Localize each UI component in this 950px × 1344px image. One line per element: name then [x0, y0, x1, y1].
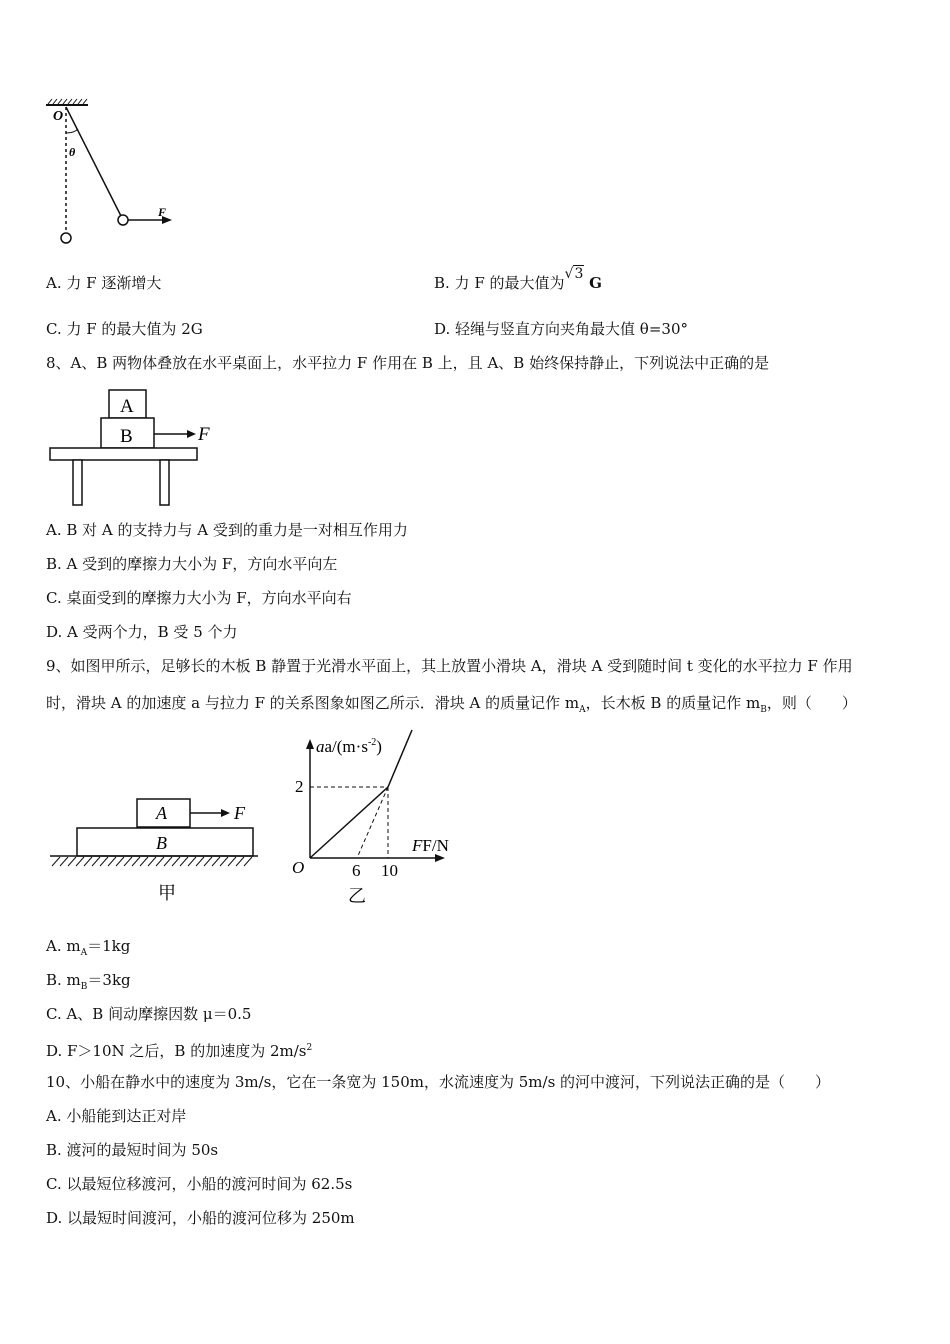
q9-option-d-sup: 2	[306, 1043, 313, 1053]
pendulum-ball	[118, 215, 128, 225]
y-axis-arrow	[306, 739, 314, 749]
force-arrow-head	[187, 430, 196, 438]
q9-option-d	[46, 1038, 312, 1061]
q9-stem-sub-a: A	[579, 705, 586, 715]
sqrt-symbol: √3	[564, 266, 584, 282]
table-blocks-figure	[46, 386, 226, 508]
q9-option-b-value: ＝3kg	[87, 971, 131, 989]
force-label: F	[198, 424, 210, 445]
y-tick-2: 2	[295, 777, 304, 796]
table-leg-right	[160, 460, 169, 505]
q9-stem-line1: 9、如图甲所示，足够长的木板 B 静置于光滑水平面上，其上放置小滑块 A，滑块 A 受到随时间 t 变化的水平拉力 F 作用	[46, 657, 853, 675]
sliding-blocks-figure	[46, 790, 266, 910]
block-b-label: B	[120, 426, 133, 447]
q9-stem-sub-b: B	[760, 705, 767, 715]
q7-option-b-text: B. 力 F 的最大值为	[434, 274, 565, 292]
y-axis-label: $aa/(m\cdot s^{-2})$	[316, 737, 382, 756]
block-a-label: A	[156, 803, 167, 823]
dashed-extension	[357, 787, 388, 858]
q9-option-a-text: A. m	[46, 937, 81, 955]
q9-option-a-value: ＝1kg	[87, 937, 131, 955]
q9-option-c: C. A、B 间动摩擦因数 μ＝0.5	[46, 1005, 252, 1023]
q7-option-b-unit: G	[589, 274, 602, 292]
q10-option-b: B. 渡河的最短时间为 50s	[46, 1141, 219, 1159]
q10-option-a: A. 小船能到达正对岸	[46, 1107, 187, 1125]
block-a-label: A	[120, 396, 134, 417]
force-label: F	[158, 205, 167, 219]
x-tick-10: 10	[381, 861, 398, 880]
q9-option-b-sub: B	[80, 982, 88, 992]
rope	[66, 107, 121, 216]
x-axis-label-text: F/N	[422, 836, 449, 855]
figure-caption: 甲	[158, 883, 176, 903]
origin-label: O	[292, 858, 305, 877]
q8-stem: 8、A、B 两物体叠放在水平桌面上，水平拉力 F 作用在 B 上，且 A、B 始终保持静止，下列说法中正确的是	[46, 354, 770, 372]
q9-stem-part1: 时，滑块 A 的加速度 a 与拉力 F 的关系图象如图乙所示．滑块 A 的质量记作 m	[46, 694, 580, 712]
pendulum-figure	[40, 95, 190, 255]
q9-stem-line2	[46, 693, 857, 720]
x-tick-6: 6	[352, 861, 361, 880]
graph-line-segment-1	[310, 787, 388, 858]
table-leg-left	[73, 460, 82, 505]
graph-line-segment-2	[388, 730, 412, 787]
figure-caption: 乙	[348, 886, 366, 906]
q9-option-d-text: D. F＞10N 之后，B 的加速度为 2m/s	[46, 1042, 307, 1060]
q7-option-a: A. 力 F 逐渐增大	[46, 274, 162, 292]
q9-option-b	[46, 970, 131, 997]
q8-option-b: B. A 受到的摩擦力大小为 F，方向水平向左	[46, 555, 338, 573]
q9-option-a-sub: A	[80, 948, 88, 958]
q9-option-a	[46, 936, 130, 963]
board-b-label: B	[156, 833, 167, 853]
force-arrow-head	[221, 809, 230, 817]
force-label: F	[234, 803, 245, 823]
table-top	[50, 448, 197, 460]
q10-stem: 10、小船在静水中的速度为 3m/s，它在一条宽为 150m，水流速度为 5m/s 的河中渡河，下列说法正确的是（ ）	[46, 1073, 831, 1091]
q8-option-c: C. 桌面受到的摩擦力大小为 F，方向水平向右	[46, 589, 352, 607]
q9-stem-part3: ，则（ ）	[766, 694, 857, 712]
sqrt-radicand: 3	[574, 266, 584, 282]
x-axis-arrow	[435, 854, 445, 862]
x-axis-label: FF/N	[412, 836, 449, 855]
q10-option-d: D. 以最短时间渡河，小船的渡河位移为 250m	[46, 1209, 355, 1227]
q8-option-d: D. A 受两个力，B 受 5 个力	[46, 623, 238, 641]
q7-option-d: D. 轻绳与竖直方向夹角最大值 θ=30°	[434, 320, 688, 338]
q10-option-c: C. 以最短位移渡河，小船的渡河时间为 62.5s	[46, 1175, 353, 1193]
q7-option-b	[434, 266, 602, 294]
initial-ball	[61, 233, 71, 243]
q7-option-c: C. 力 F 的最大值为 2G	[46, 320, 203, 338]
q9-option-b-text: B. m	[46, 971, 81, 989]
ceiling-hatch	[48, 99, 87, 104]
theta-label: θ	[69, 145, 76, 159]
theta-arc	[66, 129, 78, 133]
point-o-label: O	[53, 109, 64, 124]
ground-hatch	[52, 857, 252, 866]
q9-stem-part2: ，长木板 B 的质量记作 m	[585, 694, 761, 712]
q8-option-a: A. B 对 A 的支持力与 A 受到的重力是一对相互作用力	[46, 521, 408, 539]
y-axis-label-end: )	[376, 737, 382, 756]
y-axis-label-sup: -2	[367, 737, 377, 748]
y-axis-label-text: a/(m·s	[324, 737, 368, 756]
acceleration-force-graph	[285, 725, 465, 910]
